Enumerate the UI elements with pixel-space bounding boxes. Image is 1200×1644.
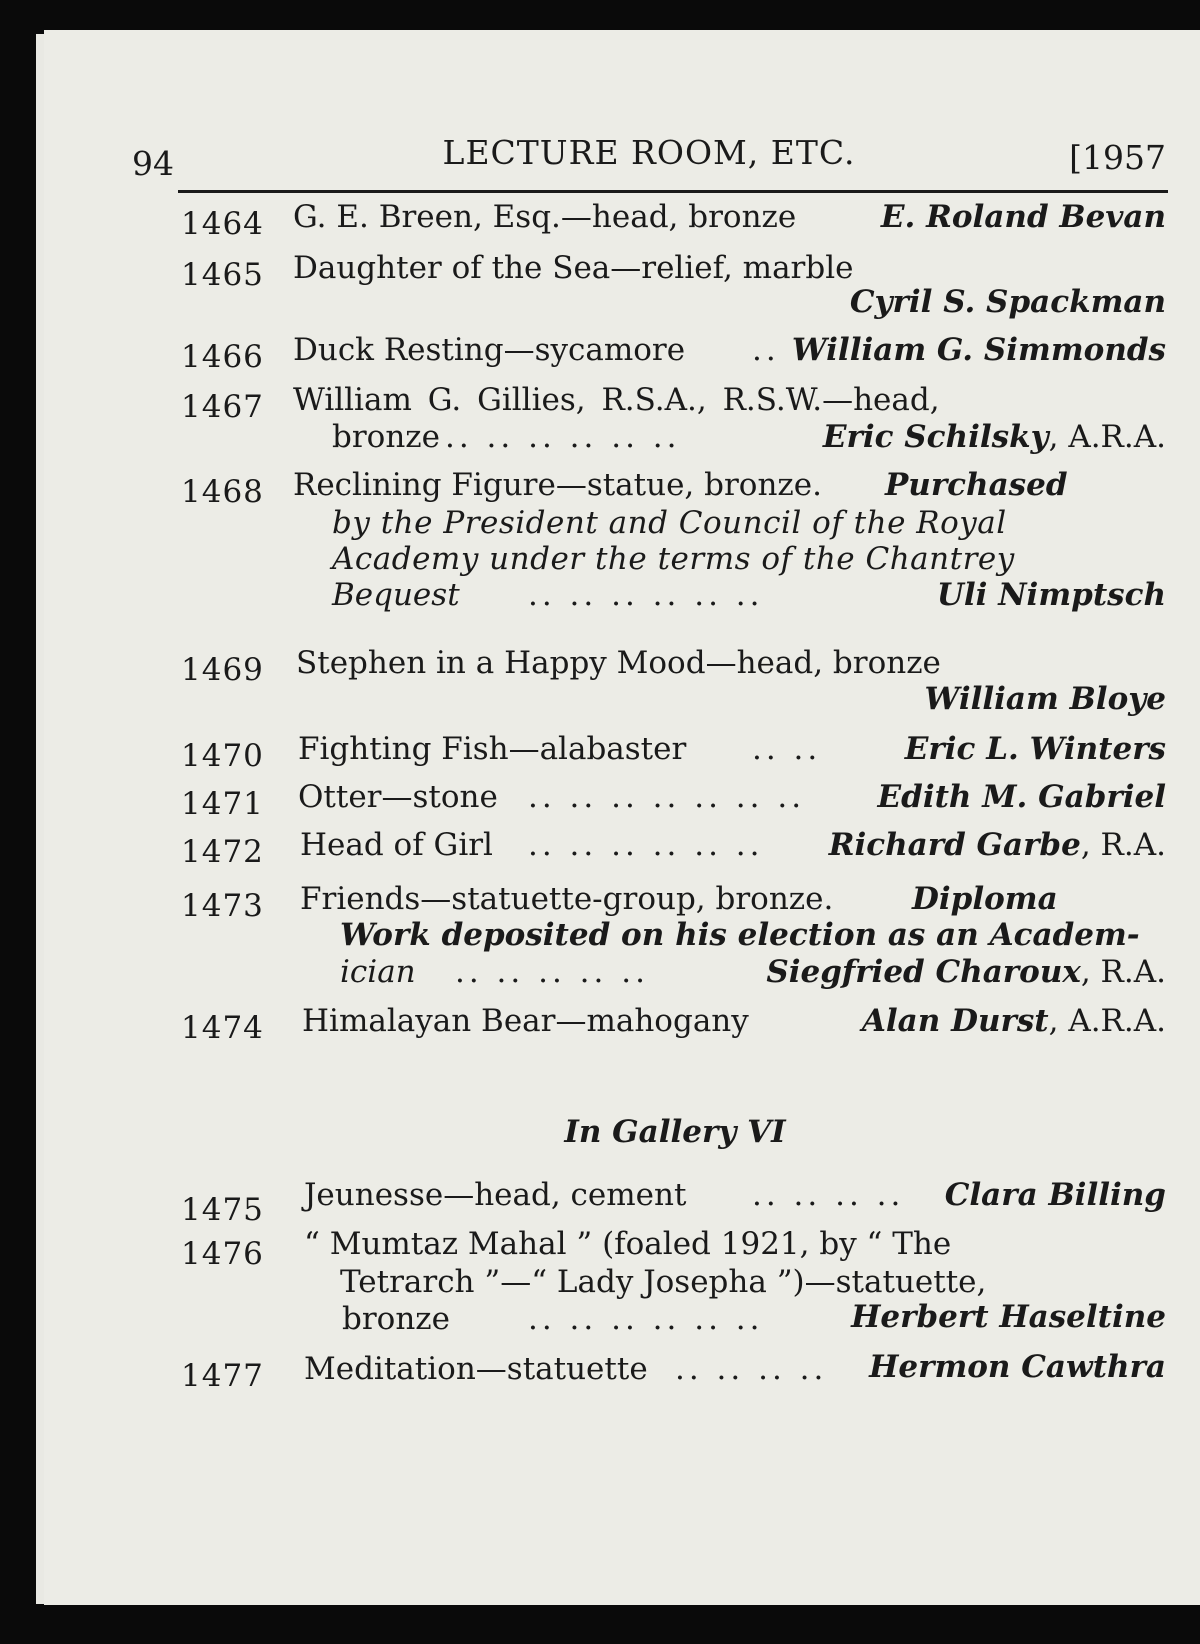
entry-number: 1471 bbox=[181, 786, 264, 822]
section-heading: In Gallery VI bbox=[564, 1114, 786, 1150]
entry-title: Duck Resting—sycamore bbox=[293, 332, 686, 368]
dot-leaders: .. .. .. .. bbox=[675, 1351, 828, 1387]
entry-artist-line bbox=[823, 420, 1166, 454]
entry-artist: E. Roland Bevan bbox=[880, 199, 1166, 235]
entry-title: Meditation—statuette bbox=[304, 1351, 648, 1387]
entry-title: Stephen in a Happy Mood—head, bronze bbox=[296, 645, 941, 681]
entry-number: 1470 bbox=[181, 738, 264, 774]
entry-note: Purchased bbox=[885, 467, 1068, 503]
dot-leaders: .. .. .. .. .. .. bbox=[528, 577, 764, 613]
dot-leaders: .. bbox=[752, 332, 780, 368]
entry-title-continued: bronze bbox=[332, 419, 440, 455]
entry-number: 1467 bbox=[181, 389, 264, 425]
entry-number: 1477 bbox=[181, 1358, 264, 1394]
entry-artist-line bbox=[862, 1004, 1166, 1038]
entry-title: G. E. Breen, Esq.—head, bronze bbox=[293, 199, 797, 235]
entry-artist: Richard Garbe bbox=[828, 827, 1081, 863]
entry-title: Head of Girl bbox=[300, 827, 493, 863]
entry-artist: Cyril S. Spackman bbox=[849, 284, 1166, 320]
entry-note: by the President and Council of the Royal bbox=[332, 505, 1007, 541]
entry-artist: Eric L. Winters bbox=[904, 731, 1166, 767]
entry-number: 1474 bbox=[181, 1010, 264, 1046]
entry-artist: Herbert Haseltine bbox=[851, 1299, 1166, 1335]
dot-leaders: .. .. .. .. .. .. bbox=[528, 1301, 764, 1337]
dot-leaders: .. .. .. .. bbox=[752, 1177, 905, 1213]
page-title: LECTURE ROOM, ETC. bbox=[442, 133, 856, 172]
entry-number: 1475 bbox=[181, 1192, 264, 1228]
dot-leaders: .. .. .. .. .. bbox=[455, 954, 649, 990]
entry-artist-suffix: , A.R.A. bbox=[1048, 1003, 1166, 1039]
entry-title: William G. Gillies, R.S.A., R.S.W.—head, bbox=[293, 382, 940, 418]
entry-artist: Alan Durst bbox=[861, 1003, 1049, 1039]
page-header bbox=[132, 128, 1166, 183]
entry-note: Diploma bbox=[912, 881, 1058, 917]
dot-leaders: .. .. .. .. .. .. bbox=[528, 827, 764, 863]
entry-artist: Eric Schilsky bbox=[822, 419, 1049, 455]
entry-artist-suffix: , R.A. bbox=[1080, 827, 1166, 863]
entry-number: 1472 bbox=[181, 834, 264, 870]
page-number: 94 bbox=[132, 144, 174, 183]
entry-title: Reclining Figure—statue, bronze. bbox=[293, 467, 822, 503]
dot-leaders: .. .. .. .. .. .. .. bbox=[528, 779, 806, 815]
entry-title: Himalayan Bear—mahogany bbox=[302, 1003, 749, 1039]
entry-artist: Uli Nimptsch bbox=[936, 577, 1166, 613]
entry-artist: Clara Billing bbox=[944, 1177, 1166, 1213]
entry-artist: Edith M. Gabriel bbox=[877, 779, 1166, 815]
entry-number: 1465 bbox=[181, 257, 264, 293]
entry-note: Work deposited on his election as an Academ- bbox=[340, 917, 1140, 953]
entry-artist: Hermon Cawthra bbox=[869, 1349, 1166, 1385]
entry-number: 1468 bbox=[181, 474, 264, 510]
entry-number: 1464 bbox=[181, 206, 264, 242]
entry-artist-line bbox=[829, 828, 1166, 862]
entry-title: Jeunesse—head, cement bbox=[304, 1177, 687, 1213]
entry-title: Otter—stone bbox=[298, 779, 498, 815]
entry-note: Bequest bbox=[332, 577, 460, 613]
header-rule bbox=[178, 190, 1168, 193]
entry-note: ician bbox=[340, 954, 416, 990]
dot-leaders: .. .. bbox=[752, 731, 822, 767]
entry-note: Academy under the terms of the Chantrey bbox=[332, 541, 1015, 577]
page-year: [1957 bbox=[1069, 138, 1166, 177]
entry-title-continued: Tetrarch ”—“ Lady Josepha ”)—statuette, bbox=[340, 1264, 987, 1300]
entry-title-continued: bronze bbox=[342, 1301, 450, 1337]
dot-leaders: .. .. .. .. .. .. bbox=[445, 419, 681, 455]
entry-title: “ Mumtaz Mahal ” (foaled 1921, by “ The bbox=[304, 1226, 952, 1262]
entry-number: 1469 bbox=[181, 652, 264, 688]
entry-artist-suffix: , R.A. bbox=[1080, 954, 1166, 990]
entry-number: 1466 bbox=[181, 339, 264, 375]
entry-title: Daughter of the Sea—relief, marble bbox=[293, 250, 854, 286]
entry-artist: William Bloye bbox=[924, 681, 1166, 717]
entry-artist: Siegfried Charoux bbox=[766, 954, 1081, 990]
entry-artist: William G. Simmonds bbox=[791, 332, 1166, 368]
entry-artist-line bbox=[766, 955, 1166, 989]
entry-title: Fighting Fish—alabaster bbox=[298, 731, 687, 767]
entry-number: 1473 bbox=[181, 888, 264, 924]
entry-number: 1476 bbox=[181, 1236, 264, 1272]
entry-artist-suffix: , A.R.A. bbox=[1048, 419, 1166, 455]
entry-title: Friends—statuette-group, bronze. bbox=[300, 881, 834, 917]
